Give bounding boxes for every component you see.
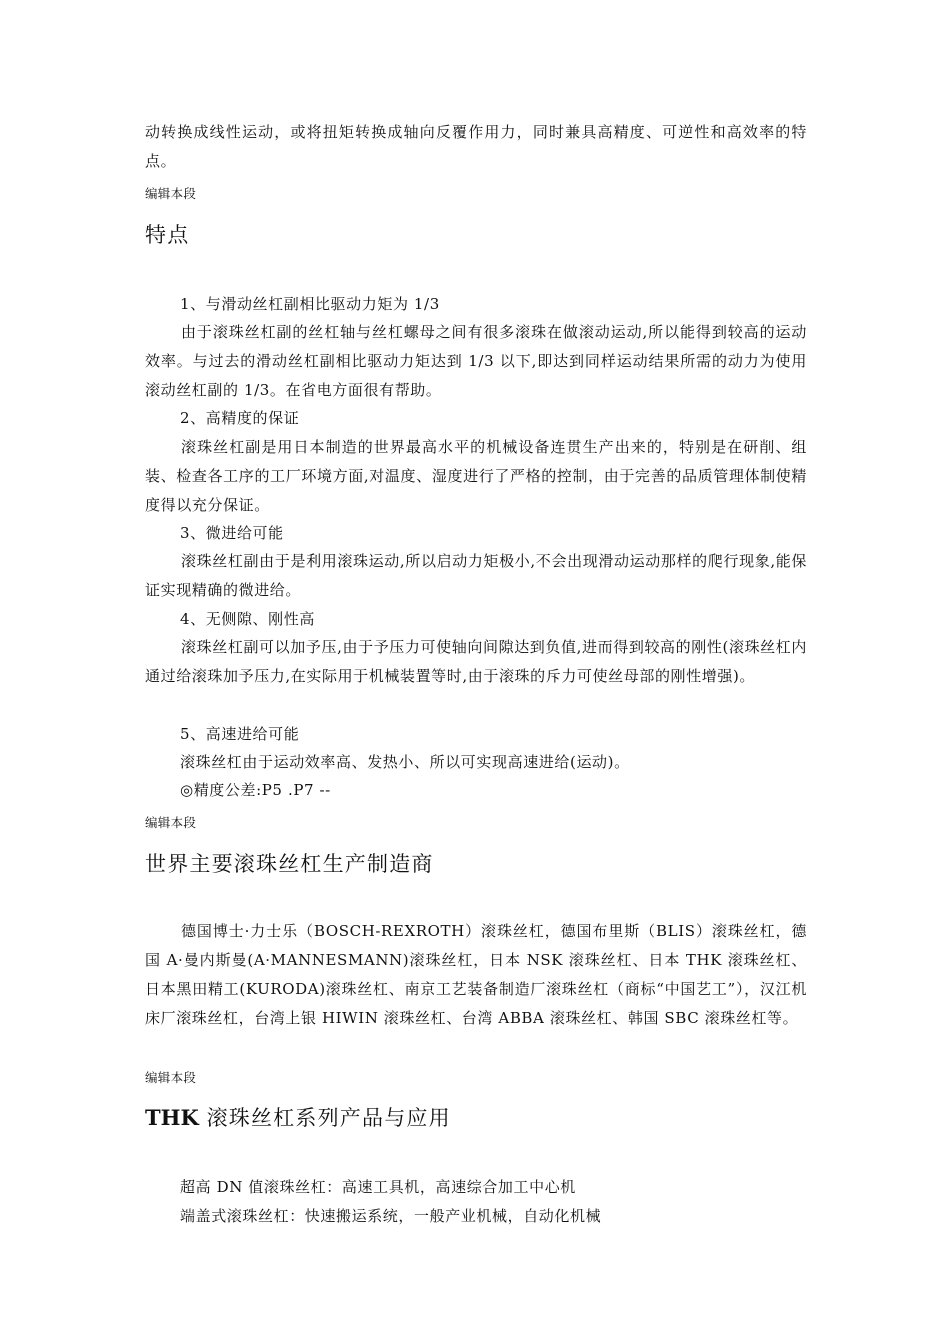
feature-body-5: 滚珠丝杠由于运动效率高、发热小、所以可实现高速进给(运动)。 [180, 753, 630, 771]
feature-body-2: 滚珠丝杠副是用日本制造的世界最高水平的机械设备连贯生产出来的，特别是在研削、组装、检查各工序的工厂环境方面,对温度、湿度进行了严格的控制，由于完善的品质管理体制使精度得以充分保证。 [145, 438, 807, 514]
makers-paragraph: 德国博士·力士乐（BOSCH-REXROTH）滚珠丝杠，德国布里斯（BLIS）滚珠丝杠，德国 A·曼内斯曼(A·MANNESMANN)滚珠丝杠，日本 NSK 滚珠丝杠、日本 THK 滚珠丝杠、日本黑田精工(KURODA)滚珠丝杠、南京工艺装备制造厂滚珠丝杠（商标“中国艺工”），汉江机床厂滚珠丝杠，台湾上银 HIWIN 滚珠丝杠、台湾 ABBA 滚珠丝杠、韩国 SBC 滚珠丝杠等。 [145, 922, 807, 1027]
intro-paragraph: 动转换成线性运动，或将扭矩转换成轴向反覆作用力，同时兼具高精度、可逆性和高效率的特点。 [145, 123, 807, 170]
feature-body-1: 由于滚珠丝杠副的丝杠轴与丝杠螺母之间有很多滚珠在做滚动运动,所以能得到较高的运动效率。与过去的滑动丝杠副相比驱动力矩达到 1/3 以下,即达到同样运动结果所需的动力为使用滚动丝杠副的 1/3。在省电方面很有帮助。 [145, 323, 807, 399]
feature-title-5: 5、高速进给可能 [180, 725, 300, 743]
section-heading-features: 特点 [145, 223, 190, 247]
section-heading-thk [145, 1103, 807, 1133]
edit-section-link[interactable]: 编辑本段 [145, 1070, 197, 1085]
heading-text: 滚珠丝杠系列产品与应用 [198, 1106, 451, 1130]
feature-body-4: 滚珠丝杠副可以加予压,由于予压力可使轴向间隙达到负值,进而得到较高的刚性(滚珠丝杠内通过给滚珠加予压力,在实际用于机械装置等时,由于滚珠的斥力可使丝母部的刚性增强)。 [145, 638, 807, 685]
precision-note: ◎精度公差:P5 .P7 -- [180, 781, 331, 799]
edit-section-link[interactable]: 编辑本段 [145, 815, 197, 830]
section-heading-makers: 世界主要滚珠丝杠生产制造商 [145, 852, 434, 876]
thk-product-line-1: 超高 DN 值滚珠丝杠：高速工具机，高速综合加工中心机 [180, 1178, 576, 1196]
edit-section-link[interactable]: 编辑本段 [145, 186, 197, 201]
feature-title-3: 3、微进给可能 [180, 524, 284, 542]
feature-title-4: 4、无侧隙、刚性高 [180, 610, 315, 628]
feature-body-3: 滚珠丝杠副由于是利用滚珠运动,所以启动力矩极小,不会出现滑动运动那样的爬行现象,能保证实现精确的微进给。 [145, 552, 807, 599]
heading-brand: THK [145, 1105, 199, 1130]
feature-title-2: 2、高精度的保证 [180, 409, 300, 427]
thk-product-line-2: 端盖式滚珠丝杠：快速搬运系统，一般产业机械，自动化机械 [180, 1207, 602, 1225]
feature-title-1: 1、与滑动丝杠副相比驱动力矩为 1/3 [180, 295, 440, 313]
